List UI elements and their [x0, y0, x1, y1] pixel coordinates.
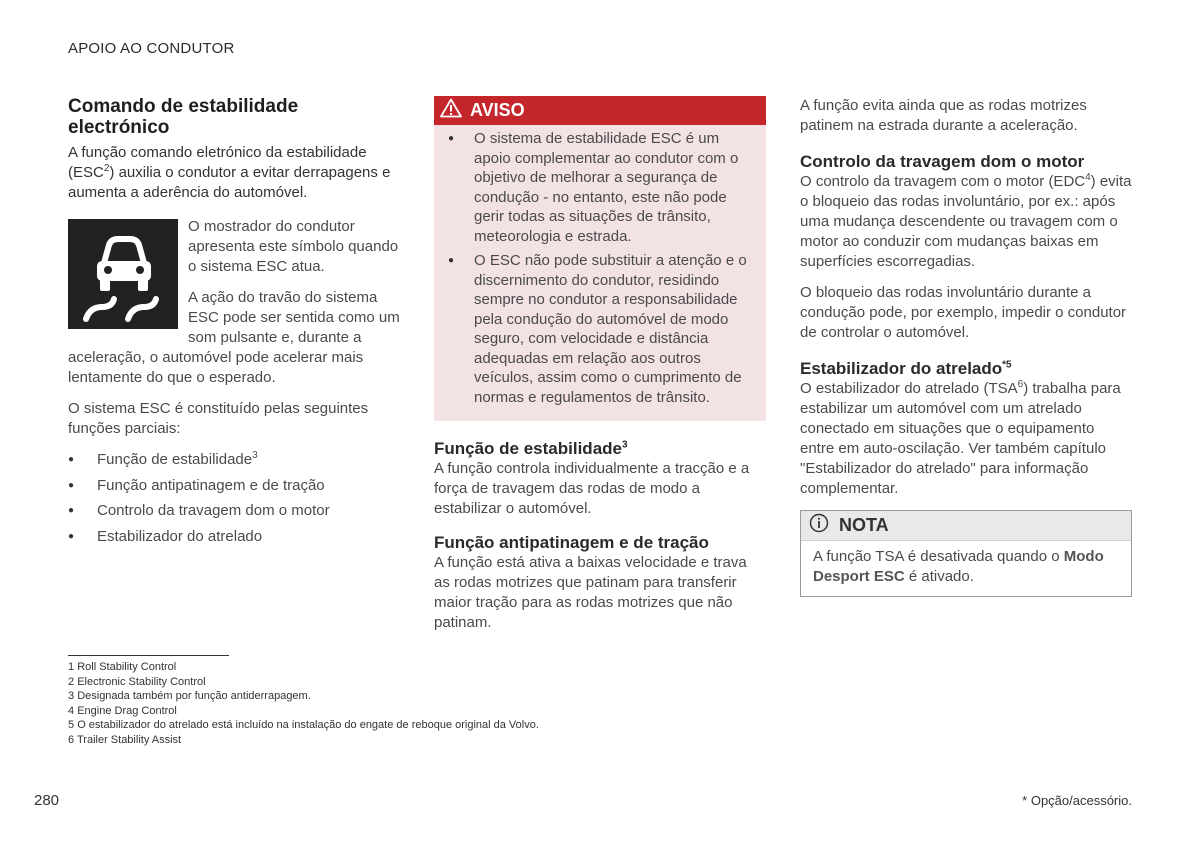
page-header: APOIO AO CONDUTOR: [68, 40, 235, 57]
intro-paragraph: A função comando eletrónico da estabilidade (ESC$^2$) auxilia o condutor a evitar derrapagens e aumenta a aderência do automóvel.: [68, 144, 391, 201]
esc-symbol-block: [68, 217, 400, 388]
page-number: 280: [34, 792, 60, 809]
note-label: NOTA: [839, 515, 889, 535]
tsa-paragraph: O estabilizador do atrelado (TSA$^6$) trabalha para estabilizar um automóvel com um atrelado conectado em situações que o equipamento entre em auto-oscilação. Ver também capítulo "Estabilizador do atrelado" para informação complementar.: [800, 379, 1121, 497]
column-right: [800, 96, 1132, 597]
footnote: 6 Trailer Stability Assist: [68, 733, 182, 746]
footnote: 4 Engine Drag Control: [68, 704, 177, 717]
warning-triangle-icon: [440, 98, 462, 123]
info-icon: [809, 513, 829, 538]
footnote-divider: [68, 655, 229, 656]
note-text: A função TSA é desativada quando o Modo Desport ESC é ativado.: [813, 548, 1104, 585]
footnote: 5 O estabilizador do atrelado está incluído na instalação do engate de reboque original da Volvo.: [68, 719, 539, 731]
footnote: 1 Roll Stability Control: [68, 661, 177, 673]
esc-skid-icon: [68, 219, 178, 329]
spin-paragraph: A função evita ainda que as rodas motrizes patinem na estrada durante a aceleração.: [800, 97, 1087, 134]
traction-heading: Função antipatinagem e de tração: [434, 533, 709, 552]
list-item: ● Estabilizador do atrelado: [68, 527, 400, 547]
tsa-heading: Estabilizador do atrelado$^{*5}$: [800, 359, 1012, 378]
warning-item: ● O ESC não pode substituir a atenção e o discernimento do condutor, residindo sempre no condutor a responsabilidade pela condução do automóvel de modo seguro, com velocidade e distância adequadas em relação aos outros veículos, assim como o cumprimento de normas e regulamentos de trânsito.: [448, 251, 754, 407]
warning-label: AVISO: [470, 100, 525, 120]
note-header: [801, 511, 1131, 541]
list-item: ● Função antipatinagem e de tração: [68, 476, 400, 496]
warning-item: ● O sistema de estabilidade ESC é um apoio complementar ao condutor com o objetivo de melhorar a segurança de condução - no entanto, este não pode gerir todas as situações de trânsito, meteorologia e estrada.: [448, 129, 754, 246]
option-note: * Opção/acessório.: [1022, 793, 1132, 808]
column-middle: [434, 96, 766, 644]
column-left: [68, 96, 400, 552]
warning-body: [434, 125, 766, 421]
list-item: ● Controlo da travagem dom o motor: [68, 501, 400, 521]
footnote: 3 Designada também por função antiderrapagem.: [68, 690, 311, 702]
footnotes: [68, 660, 539, 747]
edc-heading: Controlo da travagem dom o motor: [800, 152, 1085, 171]
function-list: [68, 450, 400, 547]
wheel-lock-paragraph: O bloqueio das rodas involuntário durante a condução pode, por exemplo, impedir o condutor de controlar o automóvel.: [800, 284, 1127, 341]
warning-box: [434, 96, 766, 421]
stability-heading: Função de estabilidade$^3$: [434, 439, 628, 458]
consists-paragraph: O sistema ESC é constituído pelas seguintes funções parciais:: [68, 400, 369, 437]
edc-paragraph: O controlo da travagem com o motor (EDC$^4$) evita o bloqueio das rodas involuntário, por ex.: após uma mudança descendente ou travagem com o motor ao conduzir com mudanças baixas em superfícies escorregadias.: [800, 172, 1132, 270]
note-box: [800, 510, 1132, 597]
stability-paragraph: A função controla individualmente a tracção e a força de travagem das rodas de modo a estabilizar o automóvel.: [434, 460, 750, 517]
icon-description: O mostrador do condutor apresenta este símbolo quando o sistema ESC atua.: [188, 218, 399, 275]
brake-action-paragraph: A ação do travão do sistema ESC pode ser sentida como um som pulsante e, durante a aceleração, o automóvel pode acelerar mais lentamente do que o esperado.: [68, 289, 400, 386]
traction-paragraph: A função está ativa a baixas velocidade e trava as rodas motrizes que patinam para transferir maior tração para as rodas motrizes que não patinam.: [434, 554, 747, 631]
list-item: ● Função de estabilidade$^3$: [68, 450, 400, 470]
section-title: Comando de estabilidade electrónico: [68, 96, 299, 138]
footnote: 2 Electronic Stability Control: [68, 675, 206, 688]
warning-header: [434, 96, 766, 125]
